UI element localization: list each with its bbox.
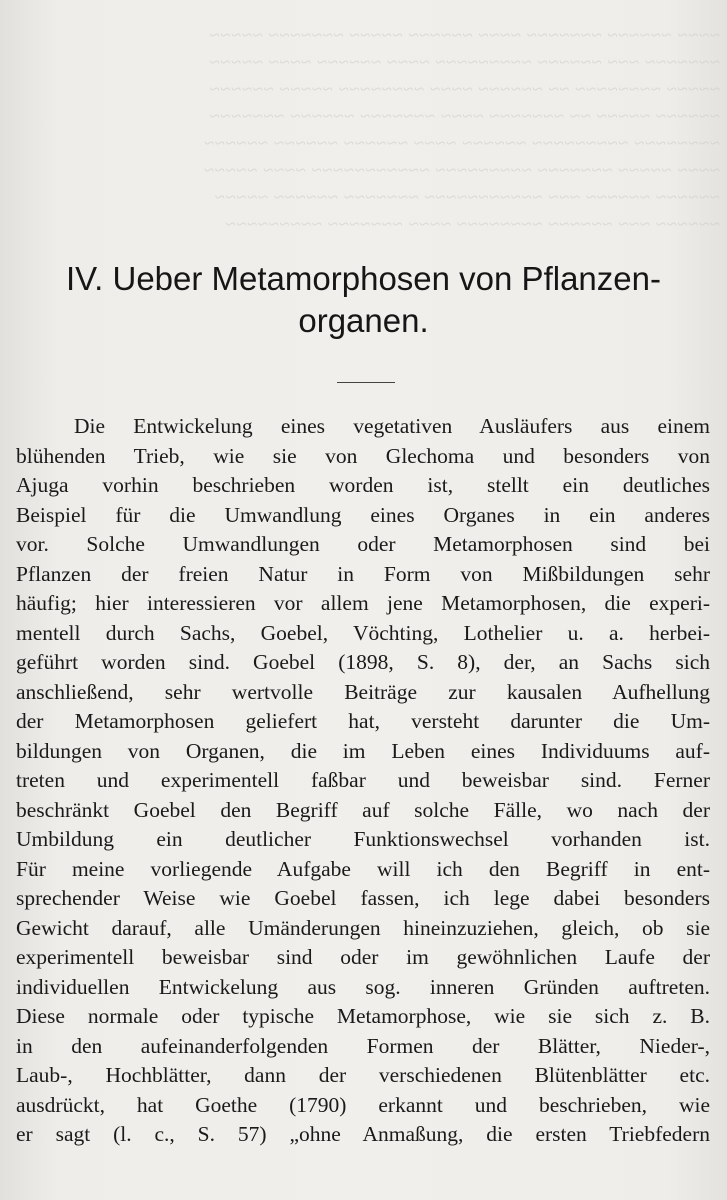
text-line: bildungen von Organen, die im Leben eines Individuums auf-: [16, 738, 710, 763]
text-line: blühenden Trieb, wie sie von Glechoma und besonders von: [16, 443, 710, 468]
text-line: anschließend, sehr wertvolle Beiträge zur kausalen Aufhellung: [16, 679, 710, 704]
text-line: ausdrückt, hat Goethe (1790) erkannt und beschrieben, wie: [16, 1092, 710, 1117]
text-line: vor. Solche Umwandlungen oder Metamorphosen sind bei: [16, 532, 710, 556]
text-line: individuellen Entwickelung aus sog. inneren Gründen auftreten.: [16, 974, 710, 999]
heading-divider: [337, 382, 395, 383]
text-line: Laub-, Hochblätter, dann der verschiedenen Blütenblätter etc.: [16, 1063, 710, 1087]
text-line: der Metamorphosen geliefert hat, versteht darunter die Um-: [16, 709, 710, 733]
text-line: Beispiel für die Umwandlung eines Organes in ein anderes: [16, 502, 710, 527]
chapter-heading-line-2: organen.: [298, 302, 429, 339]
text-line: mentell durch Sachs, Goebel, Vöchting, Lothelier u. a. herbei-: [16, 620, 710, 645]
text-line: häufig; hier interessieren vor allem jene Metamorphosen, die experi-: [16, 591, 710, 615]
text-line: er sagt (l. c., S. 57) „ohne Anmaßung, die ersten Triebfedern: [16, 1122, 710, 1146]
chapter-heading: [0, 258, 727, 342]
text-line: Die Entwickelung eines vegetativen Ausläufers aus einem: [74, 414, 710, 438]
chapter-heading-line-1: IV. Ueber Metamorphosen von Pflanzen-: [66, 260, 661, 297]
text-line: Gewicht darauf, alle Umänderungen hineinzuziehen, gleich, ob sie: [16, 915, 710, 940]
text-line: experimentell beweisbar sind oder im gewöhnlichen Laufe der: [16, 945, 710, 969]
text-line: treten und experimentell faßbar und beweisbar sind. Ferner: [16, 768, 710, 792]
show-through-text: ~~~~ ~~~~~~ ~~~~~~~ ~~~~ ~~~~~~ ~~~~~ ~~~~~~~ ~~~~~ ~~~~~~~ ~~~ ~~~~~~ ~~~~~~~~~ ~~~~ ~~~~~~ ~~~~ ~~~~~ ~~~~~ ~~~~~~~~ ~~ ~~~~~~ ~~~~ ~~~~~~~~ ~~~~~ ~~~~~~ ~~~~~~ ~~~~~ ~~ ~~~~~~~ ~~~~ ~~~~~~~ ~~~~~~ ~~~~~~~ ~~~~~~~~ ~~~~~~~~~ ~~~~~~ ~~~~ ~~~~~~ ~~~~~~ ~~~~~~ ~~~~ ~~~~~ ~~~~~~~ ~~~~~~~~~ ~~~~~~~~~~~ ~~~~ ~~~~~ ~~~~~~ ~~~~~~ ~~~ ~~~~~~~~~~~ ~~~~~~~ ~~~~~~ ~~~~~ ~~~~~~ ~~~ ~~~~~~ ~~~~~~~~ ~~~~ ~~~~~~~ ~~~~~~~~~: [203, 25, 720, 235]
text-line: Umbildung ein deutlicher Funktionswechsel vorhanden ist.: [16, 827, 710, 851]
text-line: Diese normale oder typische Metamorphose, wie sie sich z. B.: [16, 1004, 710, 1028]
text-line: beschränkt Goebel den Begriff auf solche Fälle, wo nach der: [16, 797, 710, 822]
text-line: Ajuga vorhin beschrieben worden ist, stellt ein deutliches: [16, 473, 710, 497]
body-paragraph: [16, 412, 710, 1150]
text-line: Pflanzen der freien Natur in Form von Mißbildungen sehr: [16, 561, 710, 586]
text-line: geführt worden sind. Goebel (1898, S. 8), der, an Sachs sich: [16, 650, 710, 674]
text-line: in den aufeinanderfolgenden Formen der Blätter, Nieder-,: [16, 1033, 710, 1058]
text-line: Für meine vorliegende Aufgabe will ich den Begriff in ent-: [16, 856, 710, 881]
text-line: sprechender Weise wie Goebel fassen, ich lege dabei besonders: [16, 886, 710, 910]
